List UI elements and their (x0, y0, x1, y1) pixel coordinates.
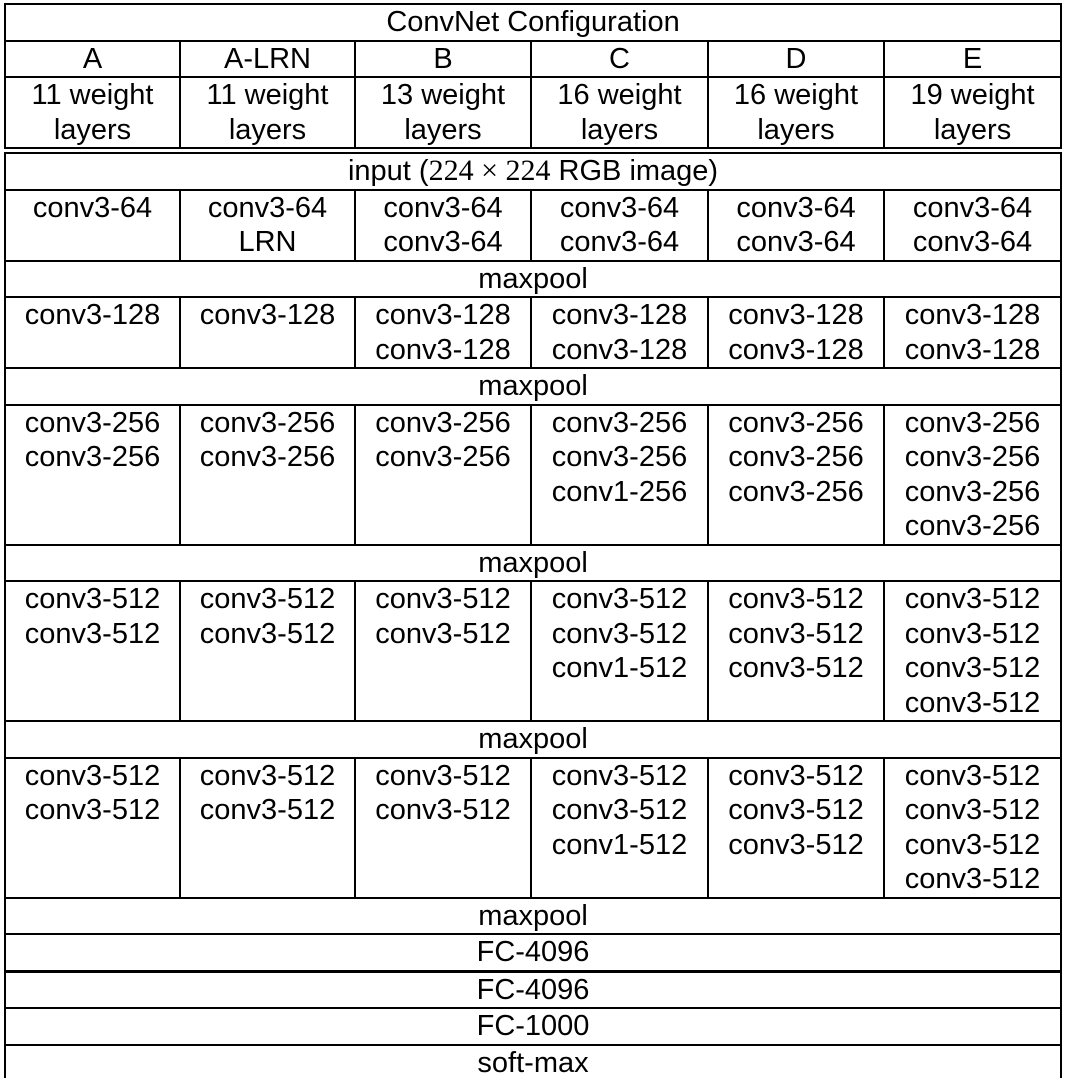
layer: conv3-256 (904, 406, 1041, 439)
layer: conv3-256 (375, 441, 511, 473)
block-4-cell-a-lrn (180, 581, 355, 721)
block-1-cell-d (708, 190, 884, 261)
layer: conv3-256 (24, 406, 161, 439)
layer: conv3-512 (904, 583, 1041, 615)
layer: conv3-256 (24, 441, 161, 473)
block-1-row (5, 190, 1061, 261)
column-depth-b (355, 77, 531, 148)
block-2-cell-a (5, 297, 180, 368)
layer: conv3-256 (904, 510, 1041, 542)
column-depth-c (531, 77, 708, 148)
block-2-cell-e (884, 297, 1061, 368)
fc-layer-2: FC-4096 (5, 971, 1061, 1008)
input-suffix: RGB image) (550, 155, 719, 187)
layer: conv3-512 (728, 828, 864, 861)
softmax-layer: soft-max (5, 1045, 1061, 1078)
layer: conv3-256 (904, 475, 1041, 508)
block-4-cell-c (531, 581, 708, 721)
layer: conv3-512 (24, 759, 161, 792)
block-4-cell-d (708, 581, 884, 721)
depth-line1: 16 weight (733, 79, 859, 111)
layer: conv3-64 (736, 191, 856, 224)
input-prefix: input ( (347, 155, 429, 187)
layer: conv3-512 (728, 652, 864, 684)
block-5-cell-a-lrn (180, 758, 355, 898)
column-depth-a-lrn (180, 77, 355, 148)
column-name-c: C (531, 41, 708, 78)
depth-line2: layers (580, 113, 659, 146)
block-4-cell-b (355, 581, 531, 721)
layer: conv3-512 (551, 583, 688, 615)
column-name-e: E (884, 41, 1061, 78)
layer: conv3-64 (207, 191, 328, 224)
block-2-cell-b (355, 297, 531, 368)
layer: conv1-256 (551, 475, 688, 508)
block-4-row (5, 581, 1061, 721)
block-2-cell-c (531, 297, 708, 368)
layer: conv3-512 (375, 617, 511, 650)
layer: conv3-256 (728, 406, 864, 439)
layer: conv3-128 (551, 299, 688, 331)
block-3-cell-c (531, 405, 708, 545)
block-5-cell-c (531, 758, 708, 898)
depth-line1: 19 weight (910, 79, 1035, 111)
layer: conv3-512 (551, 759, 688, 792)
layer: conv3-512 (199, 759, 336, 792)
layer: conv3-512 (904, 828, 1041, 861)
block-2-cell-d (708, 297, 884, 368)
block-4-cell-e (884, 581, 1061, 721)
layer: conv3-512 (904, 794, 1041, 826)
layer: conv3-512 (728, 583, 864, 615)
layer: conv3-256 (728, 475, 864, 508)
layer: conv3-512 (904, 617, 1041, 650)
layer: conv3-64 (32, 191, 153, 224)
input-size-math: 224 × 224 (428, 154, 551, 187)
column-name-a: A (5, 41, 180, 78)
layer: conv3-512 (199, 583, 336, 615)
block-5-row (5, 758, 1061, 898)
layer: conv3-512 (904, 863, 1041, 895)
layer: conv3-512 (728, 794, 864, 826)
column-depth-a (5, 77, 180, 148)
layer: conv3-128 (728, 333, 864, 366)
depth-line2: layers (228, 113, 307, 146)
layer: conv3-64 (912, 226, 1033, 258)
layer: conv3-64 (383, 191, 503, 224)
maxpool-2: maxpool (5, 368, 1061, 405)
block-1-cell-b (355, 190, 531, 261)
layer: conv3-512 (551, 617, 688, 650)
block-5-cell-b (355, 758, 531, 898)
layer: conv3-128 (551, 333, 688, 366)
layer: conv1-512 (551, 828, 688, 861)
layer: conv3-512 (904, 759, 1041, 792)
depth-line2: layers (53, 113, 132, 146)
layer: conv3-128 (728, 299, 864, 331)
table-title: ConvNet Configuration (5, 4, 1061, 41)
block-1-cell-e (884, 190, 1061, 261)
block-4-cell-a (5, 581, 180, 721)
layer: conv3-128 (199, 299, 336, 331)
layer: conv3-128 (904, 333, 1041, 366)
block-2-row (5, 297, 1061, 368)
layer: conv3-128 (375, 299, 511, 331)
block-3-row (5, 405, 1061, 545)
layer: conv3-256 (199, 441, 336, 473)
column-name-b: B (355, 41, 531, 78)
config-header-table (4, 3, 1062, 149)
maxpool-5: maxpool (5, 898, 1061, 935)
fc-layer-3: FC-1000 (5, 1008, 1061, 1045)
layer: conv3-64 (559, 226, 680, 258)
layer: conv3-512 (904, 652, 1041, 684)
block-3-cell-a (5, 405, 180, 545)
layer: conv3-512 (199, 617, 336, 650)
column-name-d: D (708, 41, 884, 78)
layer: conv3-512 (24, 794, 161, 826)
layer: LRN (238, 226, 297, 258)
layer: conv1-512 (551, 652, 688, 684)
column-name-a-lrn: A-LRN (180, 41, 355, 78)
block-2-cell-a-lrn (180, 297, 355, 368)
depth-line1: 16 weight (557, 79, 682, 111)
layer: conv3-64 (383, 226, 503, 258)
depth-line2: layers (933, 113, 1012, 146)
block-3-cell-e (884, 405, 1061, 545)
layer: conv3-512 (728, 759, 864, 792)
column-depth-d (708, 77, 884, 148)
block-1-cell-a (5, 190, 180, 261)
layer: conv3-512 (375, 759, 511, 792)
depth-line2: layers (757, 113, 835, 146)
layer: conv3-256 (375, 406, 511, 439)
layer: conv3-512 (199, 794, 336, 826)
maxpool-3: maxpool (5, 545, 1061, 582)
maxpool-1: maxpool (5, 261, 1061, 298)
layer: conv3-64 (736, 226, 856, 258)
layer: conv3-512 (24, 617, 161, 650)
layer: conv3-128 (904, 299, 1041, 331)
layer: conv3-128 (24, 299, 161, 331)
fc-layer-1: FC-4096 (5, 934, 1061, 971)
layer: conv3-512 (728, 617, 864, 650)
maxpool-4: maxpool (5, 721, 1061, 758)
layer: conv3-256 (199, 406, 336, 439)
block-1-cell-a-lrn (180, 190, 355, 261)
config-body-table (4, 152, 1062, 1078)
block-5-cell-d (708, 758, 884, 898)
column-depth-e (884, 77, 1061, 148)
depth-line2: layers (404, 113, 482, 146)
layer: conv3-256 (551, 441, 688, 473)
layer: conv3-512 (904, 686, 1041, 719)
block-3-cell-b (355, 405, 531, 545)
layer: conv3-128 (375, 333, 511, 366)
block-1-cell-c (531, 190, 708, 261)
block-3-cell-d (708, 405, 884, 545)
layer: conv3-256 (551, 406, 688, 439)
layer: conv3-512 (24, 583, 161, 615)
block-5-cell-a (5, 758, 180, 898)
layer: conv3-256 (728, 441, 864, 473)
block-5-cell-e (884, 758, 1061, 898)
layer: conv3-64 (559, 191, 680, 224)
depth-line1: 11 weight (206, 79, 329, 111)
depth-line1: 13 weight (380, 79, 506, 111)
depth-line1: 11 weight (31, 79, 154, 111)
layer: conv3-512 (375, 794, 511, 826)
block-3-cell-a-lrn (180, 405, 355, 545)
layer: conv3-256 (904, 441, 1041, 473)
layer: conv3-512 (551, 794, 688, 826)
layer: conv3-64 (912, 191, 1033, 224)
input-row (5, 153, 1061, 190)
layer: conv3-512 (375, 583, 511, 615)
